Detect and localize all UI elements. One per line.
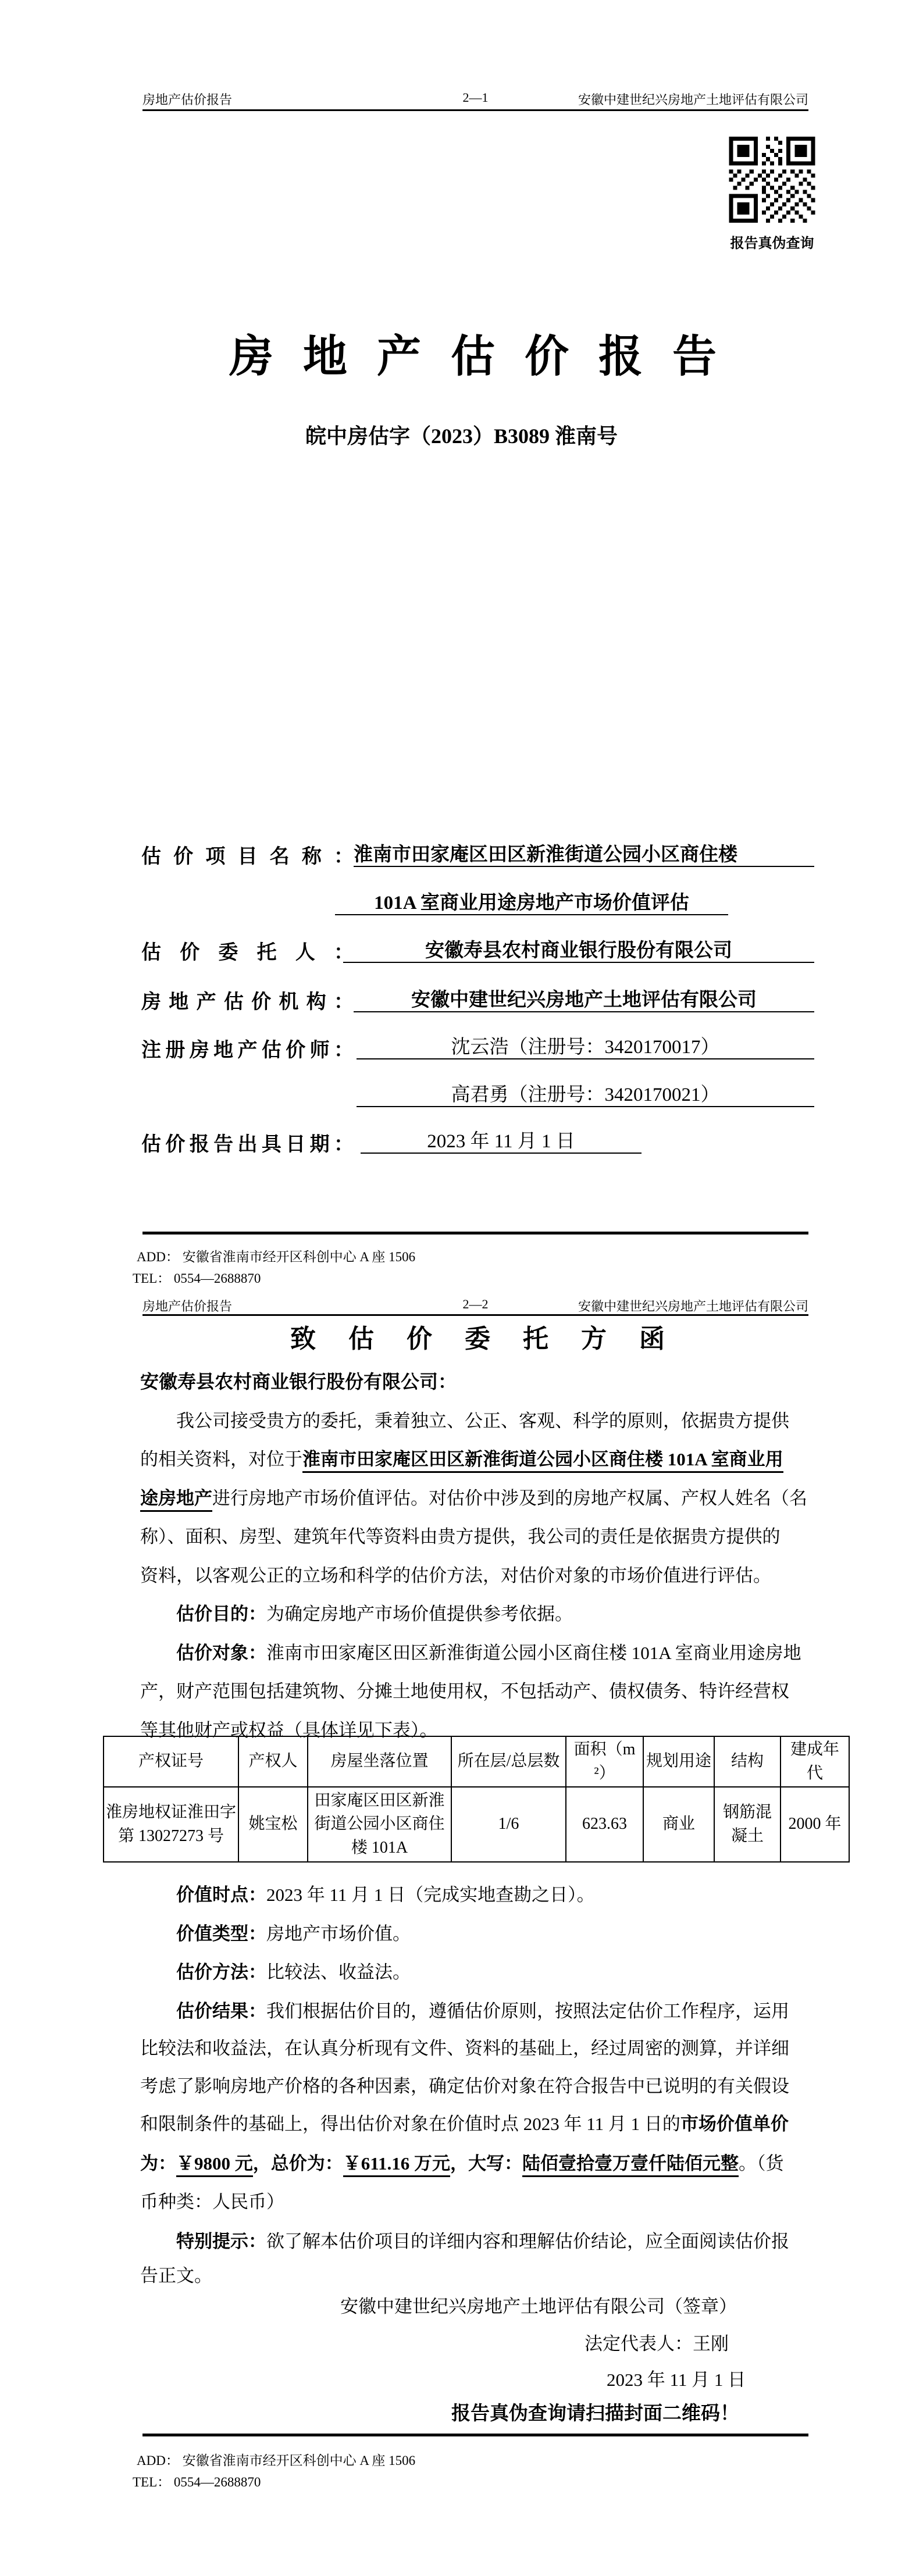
col-planned-use: 规划用途 — [643, 1736, 714, 1787]
form-agency-value: 安徽中建世纪兴房地产土地评估有限公司 — [354, 984, 814, 1012]
form-appraiser-value-1: 沈云浩（注册号：3420170017） — [357, 1032, 814, 1059]
body-line: 我公司接受贵方的委托，秉着独立、公正、客观、科学的原则，依据贵方提供 — [176, 1411, 789, 1431]
body-line: 等其他财产或权益（具体详见下表）。 — [140, 1720, 438, 1740]
body-line-method: 估价方法：比较法、收益法。 — [176, 1962, 411, 1982]
property-table — [103, 1736, 850, 1863]
cell-year-built: 2000 年 — [781, 1787, 849, 1862]
body-line: 告正文。 — [140, 2265, 212, 2286]
page1-footer-rule — [142, 1232, 808, 1235]
form-project-value-line1: 淮南市田家庵区田区新淮街道公园小区商住楼 — [354, 839, 814, 867]
col-cert-no: 产权证号 — [104, 1736, 238, 1787]
property-table-header-row — [104, 1736, 849, 1787]
form-client-label: 估价委托人： — [141, 942, 354, 964]
col-year-built: 建成年代 — [781, 1736, 849, 1787]
cell-area: 623.63 — [566, 1787, 643, 1862]
signature-legal-representative: 法定代表人：王刚 — [585, 2334, 729, 2354]
col-owner: 产权人 — [238, 1736, 308, 1787]
body-line: 币种类：人民币） — [140, 2192, 284, 2212]
letter-salutation: 安徽寿县农村商业银行股份有限公司： — [140, 1371, 457, 1392]
header-company-name: 安徽中建世纪兴房地产土地评估有限公司 — [578, 1299, 808, 1314]
header-company-name: 安徽中建世纪兴房地产土地评估有限公司 — [578, 92, 808, 107]
col-location: 房屋坐落位置 — [308, 1736, 451, 1787]
total-price-value: ￥611.16 万元 — [343, 2153, 450, 2177]
page2-footer-address: ADD： 安徽省淮南市经开区科创中心 A 座 1506 — [137, 2453, 416, 2468]
subject-property-emphasis: 途房地产 — [140, 1488, 212, 1512]
body-line: 和限制条件的基础上，得出估价对象在价值时点 2023 年 11 月 1 日的市场价值单价 — [140, 2114, 789, 2134]
cell-planned-use: 商业 — [643, 1787, 714, 1862]
qr-code — [729, 137, 815, 223]
page2-footer-phone: TEL： 0554—2688870 — [133, 2475, 261, 2489]
col-area: 面积（m²） — [566, 1736, 643, 1787]
page1-footer-phone: TEL： 0554—2688870 — [133, 1271, 261, 1286]
body-line-value-type: 价值类型：房地产市场价值。 — [176, 1924, 411, 1944]
report-number: 皖中房估字（2023）B3089 淮南号 — [305, 424, 618, 448]
form-client-value: 安徽寿县农村商业银行股份有限公司 — [343, 935, 814, 963]
qr-verification-notice: 报告真伪查询请扫描封面二维码！ — [451, 2403, 739, 2424]
body-line: 产，财产范围包括建筑物、分摊土地使用权，不包括动产、债权债务、特许经营权 — [140, 1681, 789, 1701]
form-date-value: 2023 年 11 月 1 日 — [361, 1126, 642, 1154]
signature-date: 2023 年 11 月 1 日 — [607, 2370, 746, 2390]
header-doc-title: 房地产估价报告 — [142, 1299, 233, 1314]
signature-company: 安徽中建世纪兴房地产土地评估有限公司（签章） — [340, 2296, 737, 2317]
page2-header-rule — [142, 1314, 808, 1316]
header-page-number: 2—2 — [462, 1297, 489, 1311]
cell-structure: 钢筋混凝土 — [714, 1787, 781, 1862]
cell-location: 田家庵区田区新淮街道公园小区商住楼 101A — [308, 1787, 451, 1862]
page1-header-rule — [142, 109, 808, 111]
cell-owner: 姚宝松 — [238, 1787, 308, 1862]
form-agency-label: 房地产估价机构： — [141, 991, 354, 1013]
subject-property-emphasis: 淮南市田家庵区田区新淮街道公园小区商住楼 101A 室商业用 — [302, 1449, 783, 1473]
unit-price-value: ￥9800 元 — [176, 2153, 253, 2177]
body-line-purpose: 估价目的：为确定房地产市场价值提供参考依据。 — [176, 1604, 573, 1624]
col-structure: 结构 — [714, 1736, 781, 1787]
body-line: 比较法和收益法，在认真分析现有文件、资料的基础上，经过周密的测算，并详细 — [140, 2038, 789, 2058]
body-line-valuation: 为：￥9800 元，总价为：￥611.16 万元，大写：陆佰壹拾壹万壹仟陆佰元整。（货 — [140, 2149, 784, 2175]
form-project-label: 估价项目名称： — [141, 846, 354, 868]
form-project-value-line2: 101A 室商业用途房地产市场价值评估 — [335, 887, 728, 915]
cell-cert-no: 淮房地权证淮田字第 13027273 号 — [104, 1787, 238, 1862]
body-line: 途房地产进行房地产市场价值评估。对估价中涉及到的房地产权属、产权人姓名（名 — [140, 1483, 807, 1510]
form-appraiser-value-2: 高君勇（注册号：3420170021） — [357, 1079, 814, 1107]
header-page-number: 2—1 — [462, 90, 489, 105]
qr-code-caption: 报告真伪查询 — [730, 236, 814, 251]
header-doc-title: 房地产估价报告 — [142, 92, 233, 107]
col-floor: 所在层/总层数 — [451, 1736, 566, 1787]
property-table-data-row — [104, 1787, 849, 1862]
page2-footer-rule — [142, 2434, 808, 2436]
total-price-capital: 陆佰壹拾壹万壹仟陆佰元整 — [522, 2153, 739, 2177]
body-line: 资料，以客观公正的立场和科学的估价方法，对估价对象的市场价值进行评估。 — [140, 1565, 771, 1586]
qr-code-image — [729, 137, 815, 223]
body-line: 考虑了影响房地产价格的各种因素，确定估价对象在符合报告中已说明的有关假设 — [140, 2076, 789, 2096]
body-line-subject: 估价对象：淮南市田家庵区田区新淮街道公园小区商住楼 101A 室商业用途房地 — [176, 1643, 801, 1663]
body-line: 的相关资料，对位于淮南市田家庵区田区新淮街道公园小区商住楼 101A 室商业用 — [140, 1444, 783, 1471]
cell-floor: 1/6 — [451, 1787, 566, 1862]
body-line-special-note: 特别提示：欲了解本估价项目的详细内容和理解估价结论，应全面阅读估价报 — [176, 2231, 789, 2252]
letter-title: 致估价委托方函 — [290, 1325, 697, 1353]
body-line-value-date: 价值时点：2023 年 11 月 1 日（完成实地查勘之日）。 — [176, 1885, 595, 1905]
form-appraiser-label: 注册房地产估价师： — [141, 1040, 354, 1061]
body-line-result: 估价结果：我们根据估价目的，遵循估价原则，按照法定估价工作程序，运用 — [176, 2001, 789, 2021]
form-date-label: 估价报告出具日期： — [141, 1134, 354, 1155]
page1-footer-address: ADD： 安徽省淮南市经开区科创中心 A 座 1506 — [137, 1250, 416, 1264]
report-title: 房地产估价报告 — [229, 333, 746, 381]
body-line: 称）、面积、房型、建筑年代等资料由贵方提供，我公司的责任是依据贵方提供的 — [140, 1526, 781, 1547]
